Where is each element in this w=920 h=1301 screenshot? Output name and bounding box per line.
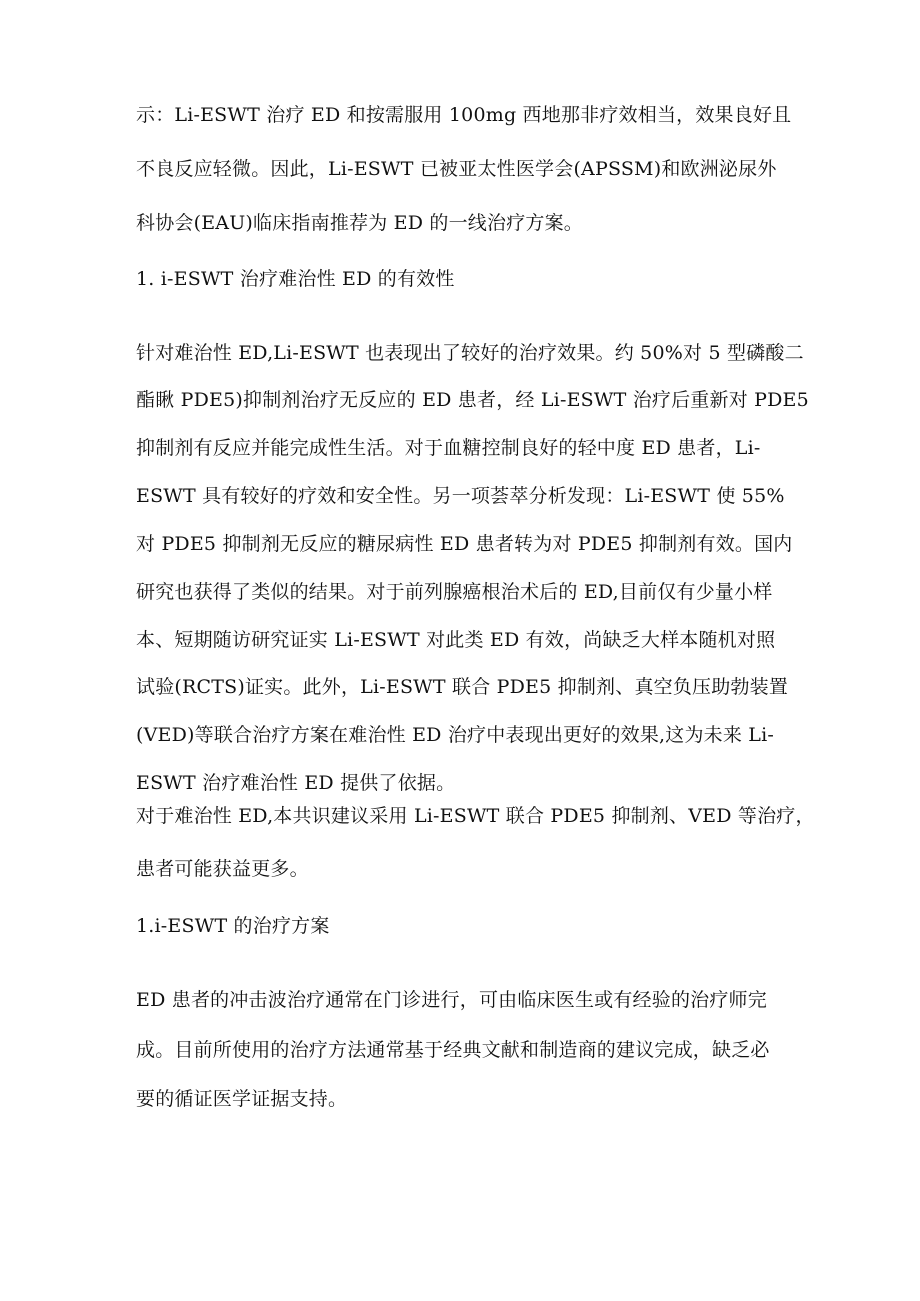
paragraph-line: ESWT 具有较好的疗效和安全性。另一项荟萃分析发现：Li-ESWT 使 55% <box>136 485 785 507</box>
paragraph-line: 成。目前所使用的治疗方法通常基于经典文献和制造商的建议完成，缺乏必 <box>136 1039 770 1061</box>
paragraph-line: 研究也获得了类似的结果。对于前列腺癌根治术后的 ED,目前仅有少量小样 <box>136 581 773 603</box>
paragraph-line: 患者可能获益更多。 <box>136 858 309 880</box>
paragraph-line: 试验(RCTS)证实。此外，Li-ESWT 联合 PDE5 抑制剂、真空负压助勃装置 <box>136 676 789 698</box>
paragraph-line: 对于难治性 ED,本共识建议采用 Li-ESWT 联合 PDE5 抑制剂、VED 等治疗， <box>136 805 815 827</box>
section-heading: 1.i-ESWT 的治疗方案 <box>136 915 330 937</box>
paragraph-line: 要的循证医学证据支持。 <box>136 1088 348 1110</box>
paragraph-line: 科协会(EAU)临床指南推荐为 ED 的一线治疗方案。 <box>136 212 584 234</box>
paragraph-line: (VED)等联合治疗方案在难治性 ED 治疗中表现出更好的效果,这为未来 Li- <box>136 724 775 746</box>
paragraph-line: 酯瞅 PDE5)抑制剂治疗无反应的 ED 患者，经 Li-ESWT 治疗后重新对 PDE5 <box>136 389 809 411</box>
paragraph-line: 示：Li-ESWT 治疗 ED 和按需服用 100mg 西地那非疗效相当，效果良好且 <box>136 104 792 126</box>
paragraph-line: 对 PDE5 抑制剂无反应的糖尿病性 ED 患者转为对 PDE5 抑制剂有效。国内 <box>136 533 793 555</box>
paragraph-line: 本、短期随访研究证实 Li-ESWT 对此类 ED 有效，尚缺乏大样本随机对照 <box>136 629 776 651</box>
section-heading: 1. i-ESWT 治疗难治性 ED 的有效性 <box>136 268 455 290</box>
paragraph-line: ESWT 治疗难治性 ED 提供了依据。 <box>136 772 456 794</box>
paragraph-line: 抑制剂有反应并能完成性生活。对于血糖控制良好的轻中度 ED 患者，Li- <box>136 437 761 459</box>
paragraph-line: ED 患者的冲击波治疗通常在门诊进行，可由临床医生或有经验的治疗师完 <box>136 989 767 1011</box>
paragraph-line: 不良反应轻微。因此，Li-ESWT 已被亚太性医学会(APSSM)和欧洲泌尿外 <box>136 158 777 180</box>
paragraph-line: 针对难治性 ED,Li-ESWT 也表现出了较好的治疗效果。约 50%对 5 型磷酸二 <box>136 342 804 364</box>
